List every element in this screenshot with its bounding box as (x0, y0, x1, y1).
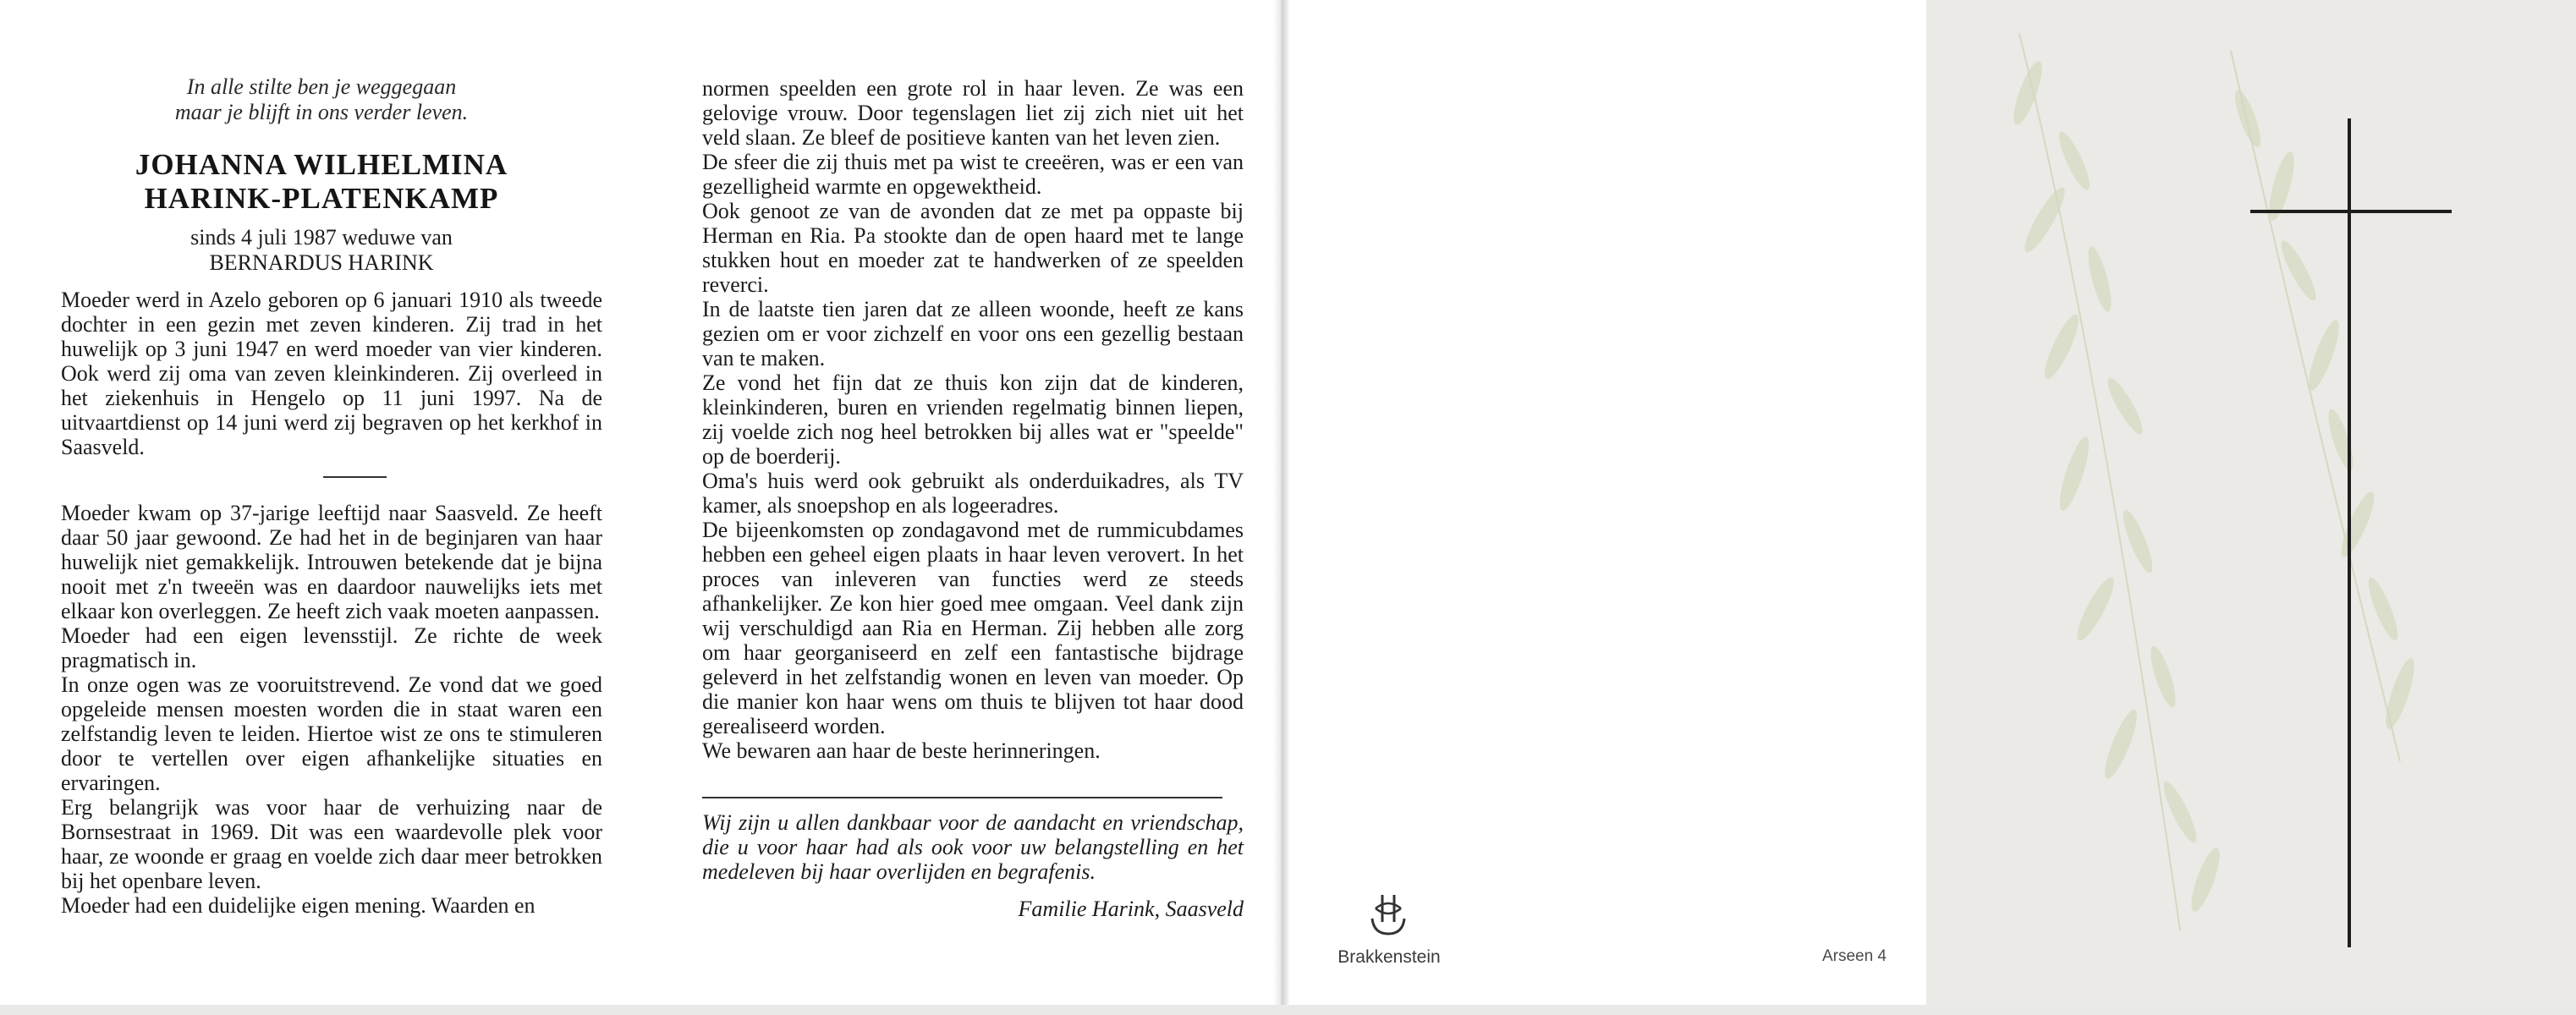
name-line: HARINK-PLATENKAMP (144, 182, 499, 215)
paragraph: Oma's huis werd ook gebruikt als onderduikadres, als TV kamer, als snoepshop en als logeeradres. (702, 469, 1244, 518)
paragraph: Moeder werd in Azelo geboren op 6 januari 1910 als tweede dochter in een gezin met zeven kinderen. Zij trad in het huwelijk op 3 juni 1947 en werd moeder van vier kinderen. Ook werd zij oma van zeven kleinkinderen. Zij overleed in het ziekenhuis in Hengelo op 11 juni 1997. Na de uitvaartdienst op 14 juni werd zij begraven op het kerkhof in Saasveld. (61, 288, 602, 459)
biography-left-column (61, 501, 602, 918)
spouse-name: BERNARDUS HARINK (209, 250, 434, 275)
biography-right-column (702, 76, 1244, 763)
back-cover (1286, 0, 1926, 1015)
cross-vertical-beam (2348, 118, 2351, 947)
family-signature: Familie Harink, Saasveld (1018, 897, 1244, 921)
card-code: Arseen 4 (1821, 947, 1887, 965)
fold-shadow (1273, 0, 1290, 1015)
paragraph: Erg belangrijk was voor haar de verhuizing naar de Bornsestraat in 1969. Dit was een waardevolle plek voor haar, ze woonde er graag en voelde zich daar meer betrokken bij het openbare leven. (61, 795, 602, 893)
paragraph: De bijeenkomsten op zondagavond met de rummicubdames hebben een geheel eigen plaats in haar leven verovert. In het proces van inleveren van functies werd ze steeds afhankelijker. Ze kon hier goed mee omgaan. Veel dank zijn wij verschuldigd aan Ria en Herman. Zij hebben alle zorg om haar georganiseerd en zelf een fantastische bijdrage geleverd in het zelfstandig wonen en leven van moeder. Op die manier kon haar wens om thuis te blijven tot haar dood gerealiseerd worden. (702, 518, 1244, 738)
paragraph: Moeder had een duidelijke eigen mening. Waarden en (61, 893, 536, 918)
paragraph: Moeder kwam op 37-jarige leeftijd naar Saasveld. Ze heeft daar 50 jaar gewoond. Ze had het in de beginjaren van haar huwelijk niet gemakkelijk. Introuwen betekende dat je bijna nooit met z'n tweeën was en daardoor nauwelijks iets met elkaar kon overleggen. Ze heeft zich vaak moeten aanpassen. (61, 501, 602, 623)
divider (702, 797, 1222, 798)
biography-intro (61, 288, 602, 459)
motto (0, 74, 643, 125)
cross-horizontal-beam (2250, 210, 2452, 213)
widow-note (0, 225, 643, 276)
divider (323, 476, 387, 478)
deceased-name (0, 148, 643, 216)
paragraph: De sfeer die zij thuis met pa wist te creeëren, was er een van gezelligheid warmte en opgewektheid. (702, 150, 1244, 199)
paragraph: normen speelden een grote rol in haar leven. Ze was een gelovige vrouw. Door tegenslagen liet zij zich niet uit het veld slaan. Ze bleef de positieve kanten van het leven zien. (702, 76, 1244, 150)
publisher-logo-icon (1365, 890, 1411, 939)
since-line: sinds 4 juli 1987 weduwe van (190, 225, 453, 250)
name-line: JOHANNA WILHELMINA (135, 148, 508, 181)
willow-leaves-illustration (1926, 0, 2576, 1015)
thanks-note: Wij zijn u allen dankbaar voor de aandacht en vriendschap, die u voor haar had als ook voor uw belangstelling en het medeleven bij haar overlijden en begrafenis. (702, 810, 1244, 884)
paragraph: Ook genoot ze van de avonden dat ze met pa oppaste bij Herman en Ria. Pa stookte dan de open haard met te lange stukken hout en moeder zat te handwerken of ze speelden reverci. (702, 199, 1244, 297)
paragraph: We bewaren aan haar de beste herinneringen. (702, 738, 1101, 763)
paragraph: Moeder had een eigen levensstijl. Ze richte de week pragmatisch in. (61, 623, 602, 672)
publisher-name: Brakkenstein (1337, 947, 1441, 967)
paragraph: Ze vond het fijn dat ze thuis kon zijn dat de kinderen, kleinkinderen, buren en vrienden regelmatig binnen liepen, zij voelde zich nog heel betrokken bij alles wat er "speelde" op de boerderij. (702, 370, 1244, 469)
motto-line: maar je blijft in ons verder leven. (174, 100, 469, 124)
paragraph: In onze ogen was ze vooruitstrevend. Ze vond dat we goed opgeleide mensen moesten worden die in staat waren een zelfstandig leven te leiden. Hiertoe wist ze ons te stimuleren door te vertellen over eigen afhankelijke situaties en ervaringen. (61, 672, 602, 795)
paragraph: In de laatste tien jaren dat ze alleen woonde, heeft ze kans gezien om er voor zichzelf en voor ons een gezellig bestaan van te maken. (702, 297, 1244, 370)
motto-line: In alle stilte ben je weggegaan (186, 74, 457, 99)
card-bottom-edge (0, 1005, 2576, 1015)
